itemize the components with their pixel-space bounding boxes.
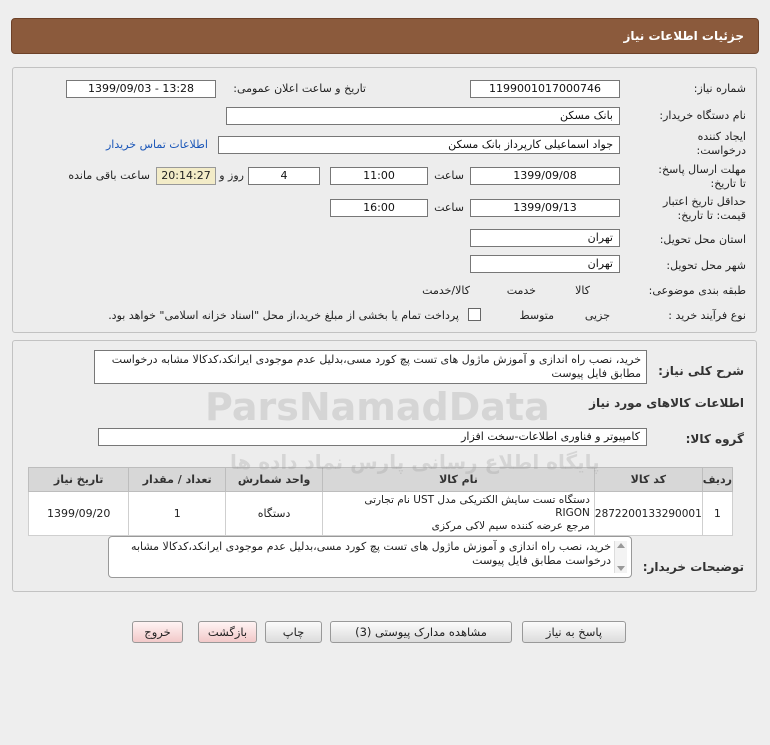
exit-button[interactable]: خروج [132,621,183,643]
creator-field[interactable]: جواد اسماعیلی کارپرداز بانک مسکن [218,136,620,154]
row-unit: دستگاه [226,492,323,536]
table-row[interactable] [29,492,733,536]
watermark-logo-text: ParsNamadData [205,385,550,429]
view-attachments-button[interactable]: مشاهده مدارک پیوستی (3) [330,621,512,643]
row-qty: 1 [129,492,226,536]
row-name-line2: مرجع عرضه کننده سیم لاکی مرکزی [431,520,590,532]
summary-label: شرح کلی نیاز: [658,364,744,378]
row-name [323,492,595,536]
category-option-goods: کالا [575,284,590,297]
print-button[interactable]: چاپ [265,621,322,643]
goods-group-label: گروه کالا: [685,432,744,446]
row-code: 2872200133290001 [594,492,702,536]
buyer-org-field[interactable]: بانک مسکن [226,107,620,125]
category-option-service: خدمت [506,284,536,297]
validity-time-label: ساعت [434,201,464,214]
validity-label-line2: قیمت: تا تاریخ: [677,209,746,222]
summary-text-box[interactable]: خرید، نصب راه اندازی و آموزش ماژول های تست پچ کورد مسی،بدلیل عدم موجودی ایرانکد،کدکالا مشابه درخواست مطابق فایل پیوست [94,350,647,384]
province-field[interactable]: تهران [470,229,620,247]
remaining-label: ساعت باقی مانده [68,169,150,182]
reply-button[interactable]: پاسخ به نیاز [522,621,626,643]
validity-time-field[interactable]: 16:00 [330,199,428,217]
need-number-label: شماره نیاز: [693,82,746,95]
city-field[interactable]: تهران [470,255,620,273]
process-label: نوع فرآیند خرید : [668,309,746,322]
page-header [11,18,759,54]
goods-section-title: اطلاعات کالاهای مورد نیاز [589,396,744,410]
row-date: 1399/09/20 [29,492,129,536]
goods-group-field[interactable]: کامپیوتر و فناوری اطلاعات-سخت افزار [98,428,647,446]
col-name: نام کالا [323,468,595,492]
goods-table-header [29,468,733,492]
process-option-medium: متوسط [519,309,554,322]
goods-table [28,467,733,536]
city-label: شهر محل تحویل: [666,259,746,272]
scroll-up-icon[interactable] [617,543,625,548]
process-option-minor: جزیی [584,309,610,322]
deadline-label-line2: تا تاریخ: [710,177,746,190]
buyer-notes-box[interactable] [108,536,632,578]
watermark-fa-text: پایگاه اطلاع رسانی پارس نماد داده ها [230,450,600,474]
buyer-notes-scrollbar[interactable] [614,541,627,573]
row-index: 1 [702,492,732,536]
col-unit: واحد شمارش [226,468,323,492]
announce-datetime-field[interactable]: 1399/09/03 - 13:28 [66,80,216,98]
buyer-notes-label: توضیحات خریدار: [642,560,744,574]
buyer-org-label: نام دستگاه خریدار: [659,109,746,122]
validity-label-line1: حداقل تاریخ اعتبار [662,195,746,208]
scroll-down-icon[interactable] [617,566,625,571]
buyer-notes-text: خرید، نصب راه اندازی و آموزش ماژول های تست پچ کورد مسی،بدلیل عدم موجودی ایرانکد،کدکالا مشابه درخواست مطابق فایل پیوست [131,540,611,567]
treasury-payment-checkbox[interactable] [468,308,481,321]
day-and-label: روز و [219,169,244,182]
deadline-time-field[interactable]: 11:00 [330,167,428,185]
deadline-date-field[interactable]: 1399/09/08 [470,167,620,185]
province-label: استان محل تحویل: [659,233,746,246]
days-remaining-field[interactable]: 4 [248,167,320,185]
col-date: تاریخ نیاز [29,468,129,492]
row-name-line1: دستگاه تست سایش الکتریکی مدل UST نام تجارتی RIGON [364,494,590,519]
validity-date-field[interactable]: 1399/09/13 [470,199,620,217]
col-qty: تعداد / مقدار [129,468,226,492]
back-button[interactable]: بازگشت [198,621,257,643]
col-index: ردیف [702,468,732,492]
treasury-payment-note: پرداخت تمام یا بخشی از مبلغ خرید،از محل "اسناد خزانه اسلامی" خواهد بود. [108,309,459,322]
page-title: جزئیات اطلاعات نیاز [623,29,744,43]
deadline-label-line1: مهلت ارسال پاسخ: [658,163,746,176]
buyer-contact-link[interactable]: اطلاعات تماس خریدار [106,138,208,151]
category-option-goods-service: کالا/خدمت [422,284,470,297]
need-number-field[interactable]: 1199001017000746 [470,80,620,98]
category-label: طبقه بندی موضوعی: [648,284,746,297]
creator-label-line1: ایجاد کننده [697,130,746,143]
col-code: کد کالا [594,468,702,492]
announce-datetime-label: تاریخ و ساعت اعلان عمومی: [233,82,366,95]
deadline-time-label: ساعت [434,169,464,182]
creator-label-line2: درخواست: [696,144,746,157]
remaining-timer: 20:14:27 [156,167,216,185]
